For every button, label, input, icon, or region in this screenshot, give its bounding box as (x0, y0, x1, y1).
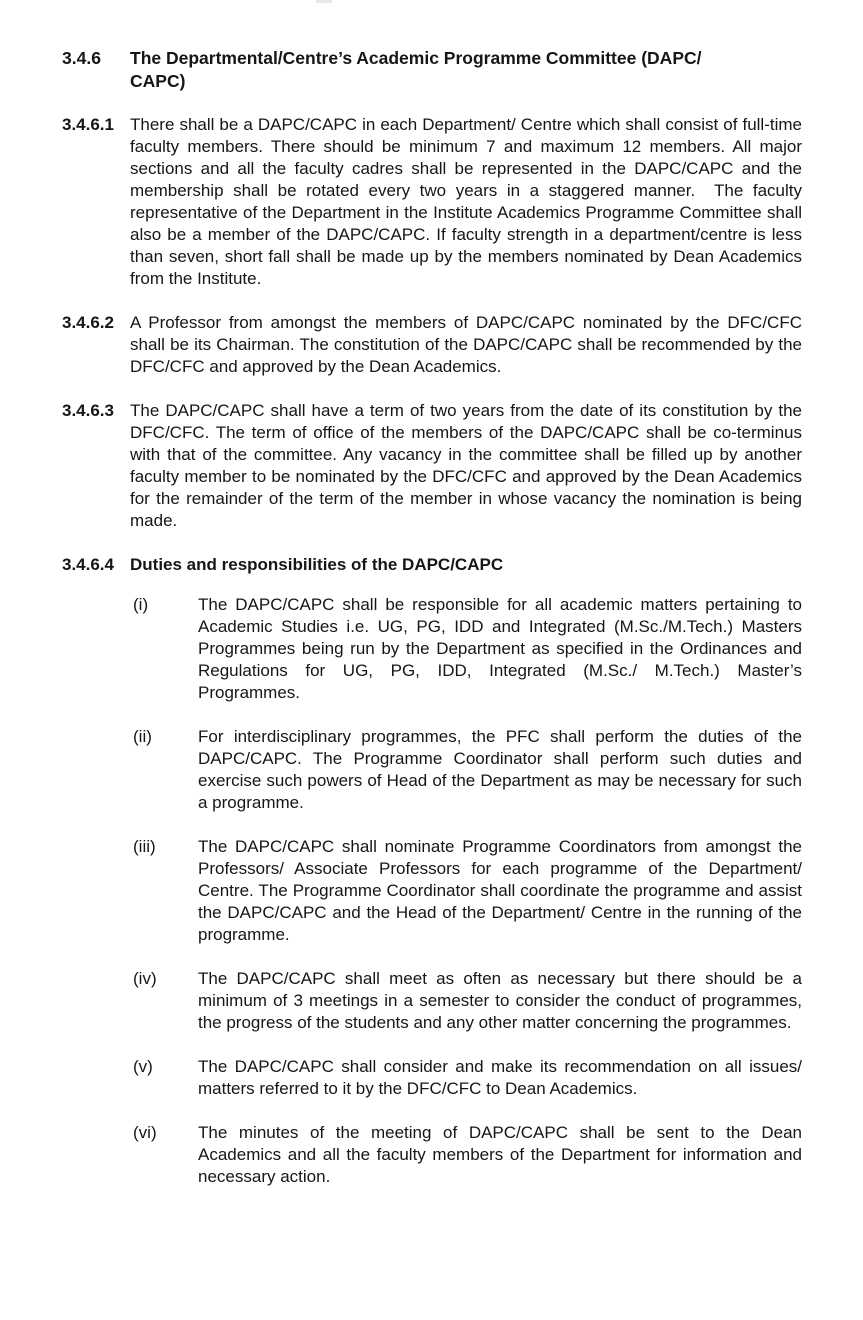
section-paragraph: There shall be a DAPC/CAPC in each Department/ Centre which shall consist of full-time faculty members. There should be minimum 7 and maximum 12 members. All major sections and all the faculty cadres shall be represented in the DAPC/CAPC and the membership shall be rotated every two years in a staggered manner. The faculty representative of the Department in the Institute Academics Programme Committee shall also be a member of the DAPC/CAPC. If faculty strength in a department/centre is less than seven, short fall shall be made up by the members nominated by Dean Academics from the Institute. (130, 115, 802, 288)
list-item-text: The DAPC/CAPC shall nominate Programme Coordinators from amongst the Professors/ Associate Professors for each programme of the Department/ Centre. The Programme Coordinator shall coordinate the programme and assist the DAPC/CAPC and the Head of the Department/ Centre in the running of the programme. (198, 837, 802, 944)
section-3-4-6-2 (62, 312, 802, 378)
section-3-4-6-4 (62, 554, 802, 576)
heading-line-1: The Departmental/Centre’s Academic Programme Committee (DAPC/ (130, 48, 702, 68)
section-number: 3.4.6 (62, 48, 101, 68)
list-item-vi (62, 1122, 802, 1188)
list-marker: (vi) (133, 1123, 157, 1142)
list-item-i (62, 594, 802, 704)
list-marker: (i) (133, 595, 149, 614)
heading-line-2: CAPC) (130, 71, 186, 91)
list-item-iv (62, 968, 802, 1034)
section-heading-3-4-6 (62, 47, 802, 93)
list-marker: (v) (133, 1057, 153, 1076)
section-3-4-6-3 (62, 400, 802, 532)
list-marker: (iv) (133, 969, 157, 988)
list-item-iii (62, 836, 802, 946)
section-heading-text (130, 47, 802, 93)
section-number: 3.4.6.3 (62, 401, 114, 420)
section-paragraph: The DAPC/CAPC shall have a term of two years from the date of its constitution by the DFC/CFC. The term of office of the members of the DAPC/CAPC shall be co-terminus with that of the committee. Any vacancy in the committee shall be filled up by another faculty member to be nominated by the DFC/​CFC and approved by the Dean Academics for the remainder of the term of the member in whose vacancy the nomination is being made. (130, 401, 802, 530)
section-3-4-6-1 (62, 114, 802, 290)
section-subheading: Duties and responsibilities of the DAPC/CAPC (130, 555, 504, 574)
list-item-text: The DAPC/CAPC shall be responsible for all academic matters pertaining to Academic Studies i.e. UG, PG, IDD and Integrated (M.Sc./M.Tech.) Masters Programmes being run by the Department as specified in the Ordinances and Regulations for UG, PG, IDD, Integrated (M.Sc./ M.Tech.) Master’s Programmes. (198, 595, 802, 702)
list-item-v (62, 1056, 802, 1100)
list-item-text: The DAPC/CAPC shall meet as often as necessary but there should be a minimum of 3 meetings in a semester to consider the conduct of programmes, the progress of the students and any other matter concerning the programmes. (198, 969, 802, 1032)
section-number: 3.4.6.2 (62, 313, 114, 332)
list-item-text: For interdisciplinary programmes, the PFC shall perform the duties of the DAPC/CAPC. The Programme Coordinator shall perform such duties and exercise such powers of Head of the Department as may be necessary for such a programme. (198, 727, 802, 812)
list-marker: (ii) (133, 727, 152, 746)
section-number: 3.4.6.1 (62, 115, 114, 134)
list-item-ii (62, 726, 802, 814)
section-paragraph: A Professor from amongst the members of DAPC/CAPC nominated by the DFC/CFC shall be its Chairman. The constitution of the DAPC/CAPC shall be recommended by the DFC/CFC and approved by the Dean Academics. (130, 313, 802, 376)
duties-list (62, 594, 802, 1188)
page-scan-artifact (316, 0, 332, 3)
list-item-text: The DAPC/CAPC shall consider and make its recommendation on all issues/ matters referred to it by the DFC/CFC to Dean Academics. (198, 1057, 802, 1098)
list-item-text: The minutes of the meeting of DAPC/CAPC shall be sent to the Dean Academics and all the faculty members of the Department for information and necessary action. (198, 1123, 802, 1186)
list-marker: (iii) (133, 837, 156, 856)
section-number: 3.4.6.4 (62, 555, 114, 574)
